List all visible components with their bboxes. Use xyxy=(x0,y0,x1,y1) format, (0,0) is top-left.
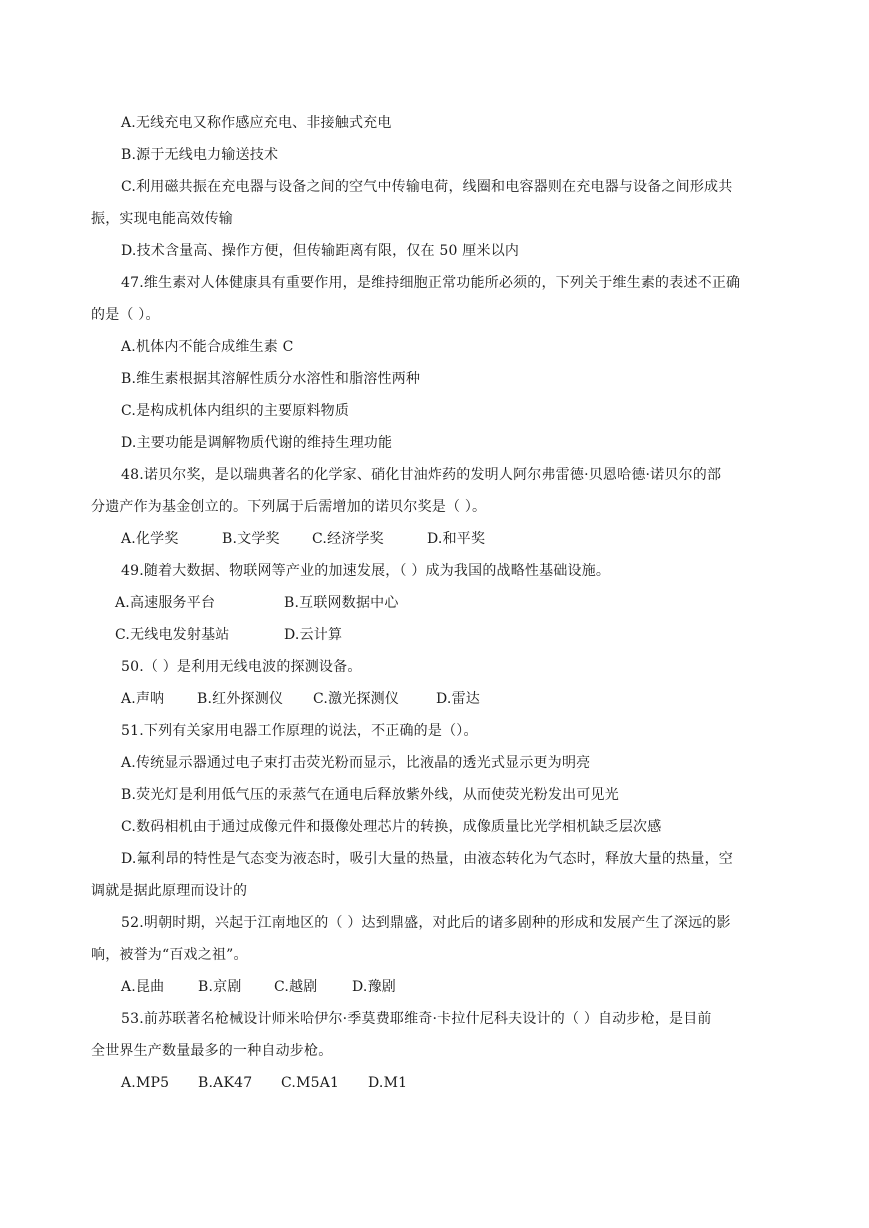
q46-option-a: A.无线充电又称作感应充电、非接触式充电 xyxy=(121,115,392,131)
q48-option-c: C.经济学奖 xyxy=(312,531,384,547)
q53-option-c: C.M5A1 xyxy=(281,1075,340,1091)
q51-option-d-line2: 调就是据此原理而设计的 xyxy=(91,883,248,899)
q50-stem: 50.（ ）是利用无线电波的探测设备。 xyxy=(121,659,362,675)
q52-option-c: C.越剧 xyxy=(274,979,318,995)
q52-option-d: D.豫剧 xyxy=(352,979,396,995)
q47-option-a: A.机体内不能合成维生素 C xyxy=(121,339,294,355)
q51-option-c: C.数码相机由于通过成像元件和摄像处理芯片的转换，成像质量比光学相机缺乏层次感 xyxy=(121,819,662,835)
q48-stem-line2: 分遗产作为基金创立的。下列属于后需增加的诺贝尔奖是（ ）。 xyxy=(91,499,487,515)
q47-stem-line1: 47.维生素对人体健康具有重要作用，是维持细胞正常功能所必须的，下列关于维生素的表述不正确 xyxy=(121,275,741,291)
q46-option-c-line1: C.利用磁共振在充电器与设备之间的空气中传输电荷，线圈和电容器则在充电器与设备之间形成共 xyxy=(121,179,733,195)
q49-stem: 49.随着大数据、物联网等产业的加速发展，（ ）成为我国的战略性基础设施。 xyxy=(121,563,611,579)
q49-option-a: A.高速服务平台 xyxy=(115,595,216,611)
q49-option-b: B.互联网数据中心 xyxy=(284,595,399,611)
q52-stem-line1: 52.明朝时期，兴起于江南地区的（ ）达到鼎盛，对此后的诸多剧种的形成和发展产生了深远的影 xyxy=(121,915,731,931)
q47-option-d: D.主要功能是调解物质代谢的维持生理功能 xyxy=(121,435,393,451)
q53-option-d: D.M1 xyxy=(368,1075,408,1091)
q50-option-b: B.红外探测仪 xyxy=(197,691,284,707)
q51-stem: 51.下列有关家用电器工作原理的说法，不正确的是（）。 xyxy=(121,723,478,739)
q48-option-b: B.文学奖 xyxy=(222,531,280,547)
q48-option-a: A.化学奖 xyxy=(121,531,179,547)
q53-stem-line2: 全世界生产数量最多的一种自动步枪。 xyxy=(91,1043,333,1059)
q51-option-b: B.荧光灯是利用低气压的汞蒸气在通电后释放紫外线，从而使荧光粉发出可见光 xyxy=(121,787,619,803)
q53-option-a: A.MP5 xyxy=(121,1075,170,1091)
q51-option-a: A.传统显示器通过电子束打击荧光粉而显示，比液晶的透光式显示更为明亮 xyxy=(121,755,591,771)
q48-option-d: D.和平奖 xyxy=(427,531,486,547)
q49-option-d: D.云计算 xyxy=(284,627,343,643)
q53-stem-line1: 53.前苏联著名枪械设计师米哈伊尔·季莫费耶维奇·卡拉什尼科夫设计的（ ）自动步枪，是目前 xyxy=(121,1011,712,1027)
q47-stem-line2: 的是（ ）。 xyxy=(91,307,160,323)
q46-option-d: D.技术含量高、操作方便，但传输距离有限，仅在 50 厘米以内 xyxy=(121,243,520,259)
q46-option-b: B.源于无线电力输送技术 xyxy=(121,147,279,163)
q50-option-c: C.激光探测仪 xyxy=(313,691,400,707)
q47-option-b: B.维生素根据其溶解性质分水溶性和脂溶性两种 xyxy=(121,371,421,387)
q46-option-c-line2: 振，实现电能高效传输 xyxy=(91,211,233,227)
q52-stem-line2: 响，被誉为“百戏之祖”。 xyxy=(91,947,248,963)
q52-option-b: B.京剧 xyxy=(198,979,242,995)
q50-option-a: A.声呐 xyxy=(121,691,165,707)
q49-option-c: C.无线电发射基站 xyxy=(115,627,230,643)
q47-option-c: C.是构成机体内组织的主要原料物质 xyxy=(121,403,350,419)
q50-option-d: D.雷达 xyxy=(436,691,480,707)
q52-option-a: A.昆曲 xyxy=(121,979,165,995)
q53-option-b: B.AK47 xyxy=(198,1075,253,1091)
q51-option-d-line1: D.氟利昂的特性是气态变为液态时，吸引大量的热量，由液态转化为气态时，释放大量的热量，空 xyxy=(121,851,733,867)
q48-stem-line1: 48.诺贝尔奖，是以瑞典著名的化学家、硝化甘油炸药的发明人阿尔弗雷德·贝恩哈德·诺贝尔的部 xyxy=(121,467,722,483)
